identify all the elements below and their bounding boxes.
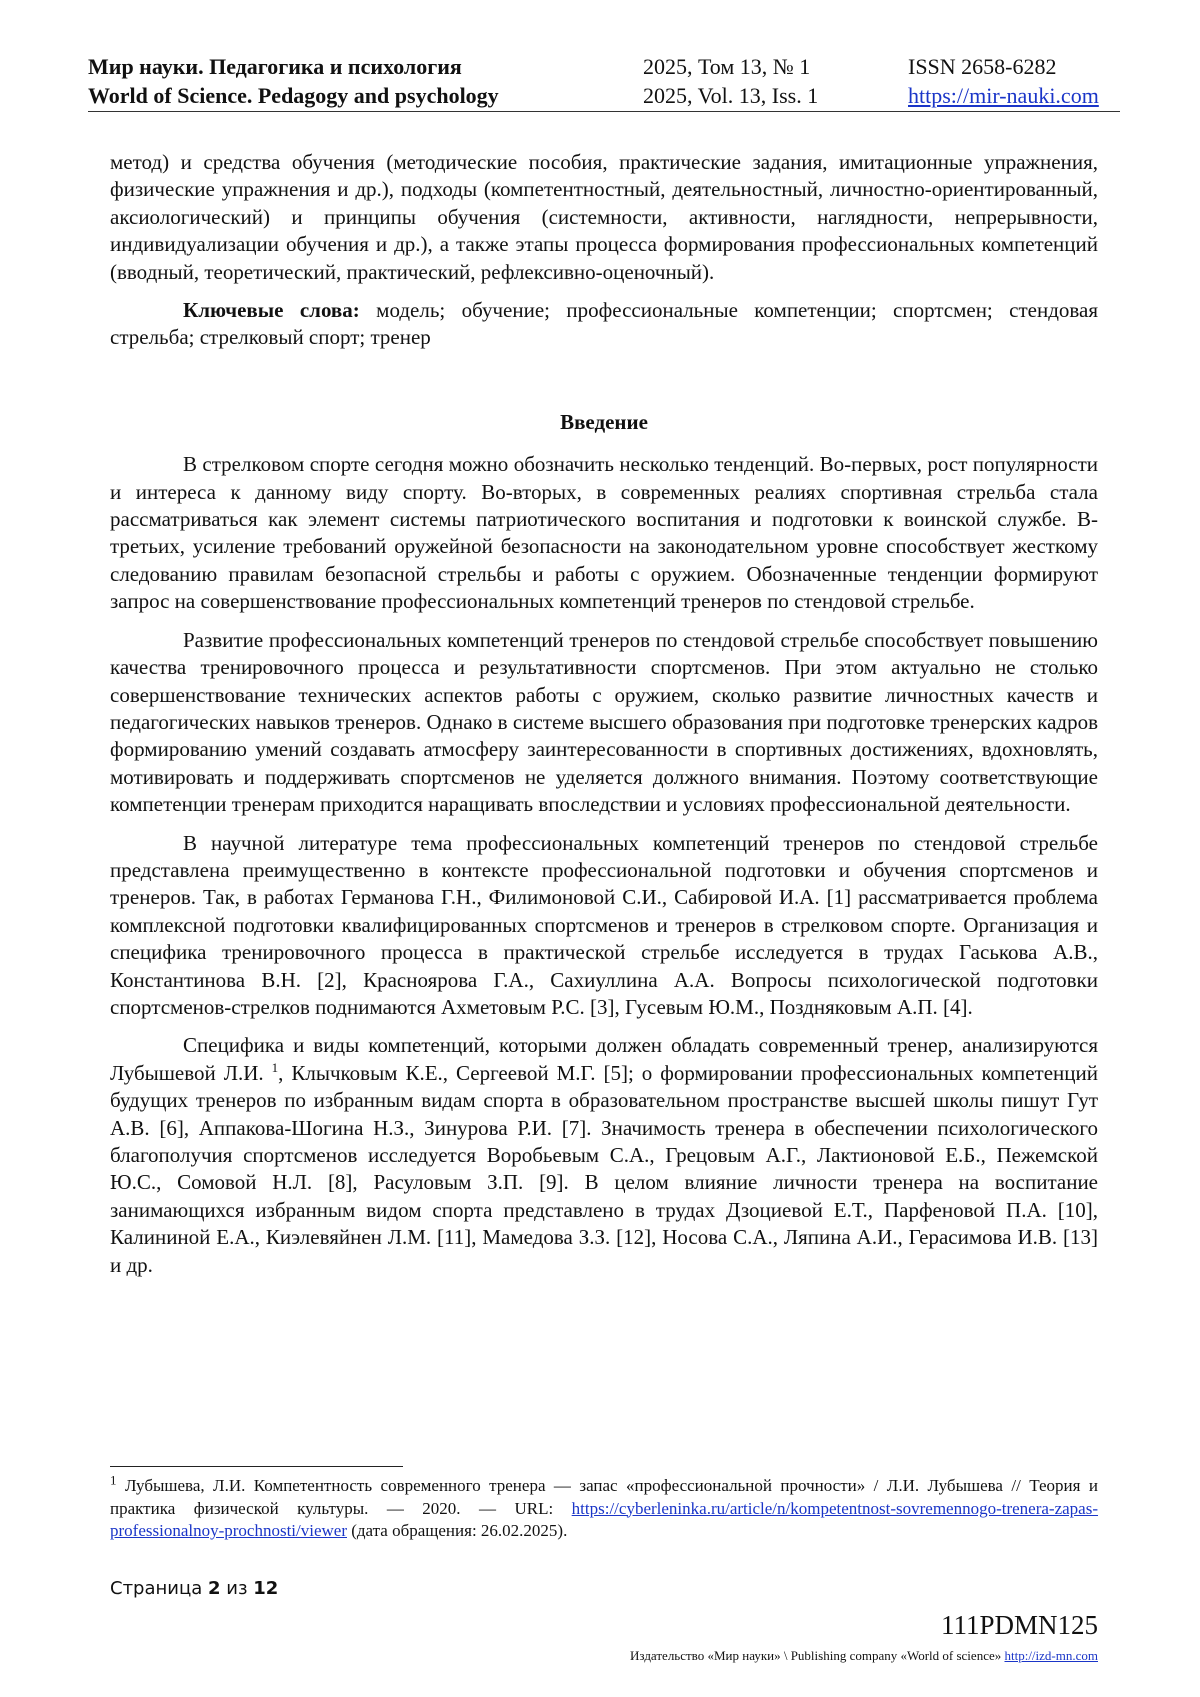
footnote-link[interactable]: https://cyberleninka.ru/article/n/kompetentnost-sovremennogo-trenera-zapas-professionalnoy-prochnosti/viewer [110, 1498, 1099, 1540]
paragraph-text: , Клычковым К.Е., Сергеевой М.Г. [5]; о формировании профессиональных компетенций будущих тренеров по избранным видам спорта в образовательном пространстве высшей школы пишут Гут А.В. [6], Аппакова-Шогина Н.З., Зинурова Р.И. [7]. Значимость тренера в обеспечении психологического благополучия спортсменов исследуется Воробьевым С.А., Грецовым А.Г., Лактионовой Е.Б., Пежемской Ю.С., Сомовой Н.Л. [8], Расуловым З.П. [9]. В целом влияние личности тренера на воспитание занимающихся избранным видом спорта представлено в трудах Дзоциевой Е.Т., Парфеновой П.А. [10], Калининой Е.А., Киэлевяйнен Л.М. [11], Мамедова З.З. [12], Носова С.А., Ляпина А.И., Герасимова И.В. [13] и др. [110, 1060, 1098, 1277]
header-divider [88, 111, 1120, 112]
paragraph-text: Специфика и виды компетенций, которыми должен обладать современный тренер, анализируются Лубышевой Л.И. [110, 1033, 1098, 1085]
issn: ISSN 2658-6282 [908, 54, 1057, 79]
keywords [110, 297, 1098, 352]
article-body [110, 149, 1098, 1279]
volume-en: 2025, Vol. 13, Iss. 1 [643, 83, 819, 108]
keywords-text: модель; обучение; профессиональные компетенции; спортсмен; стендовая стрельба; стрелковый спорт; тренер [110, 298, 1098, 350]
footnote-text: Лубышева, Л.И. Компетентность современного тренера — запас «профессиональной прочности» / Л.И. Лубышева // Теория и практика физической культуры. — 2020. — URL: [110, 1476, 1098, 1518]
paragraph: Развитие профессиональных компетенций тренеров по стендовой стрельбе способствует повышению качества тренировочного процесса и результативности спортсменов. При этом актуально не столько совершенствование технических аспектов работы с оружием, сколько развитие личностных качеств и педагогических навыков тренеров. Однако в системе высшего образования при подготовке тренерских кадров формированию умений создавать атмосферу заинтересованности в спортивных достижениях, вдохновлять, мотивировать и поддерживать спортсменов не уделяется должного внимания. Поэтому соответствующие компетенции тренерам приходится наращивать впоследствии и условиях профессиональной деятельности. [110, 627, 1098, 817]
abstract-tail: метод) и средства обучения (методические пособия, практические задания, имитационные упражнения, физические упражнения и др.), подходы (компетентностный, деятельностный, личностно-ориентированный, аксиологический) и принципы обучения (системности, активности, наглядности, непрерывности, индивидуализации обучения и др.), а также этапы процесса формирования профессиональных компетенций (вводный, теоретический, практический, рефлексивно-оценочный). [110, 150, 1098, 284]
page-counter [110, 1578, 278, 1599]
footnote [110, 1472, 1099, 1543]
volume-ru: 2025, Том 13, № 1 [643, 54, 811, 79]
journal-title-en: World of Science. Pedagogy and psychology [88, 83, 499, 108]
paragraph [110, 1032, 1098, 1279]
publisher-line [630, 1648, 1098, 1664]
journal-title-ru: Мир науки. Педагогика и психология [88, 54, 462, 79]
journal-website-link[interactable]: https://mir-nauki.com [908, 83, 1099, 108]
page-current: 2 [208, 1578, 221, 1599]
keywords-label: Ключевые слова: [183, 298, 360, 323]
publisher-link[interactable]: http://izd-mn.com [1004, 1648, 1098, 1663]
journal-header [88, 52, 1120, 110]
footnote-divider [110, 1466, 403, 1467]
page-label: Страница [110, 1578, 203, 1599]
paragraph: В научной литературе тема профессиональных компетенций тренеров по стендовой стрельбе представлена преимущественно в контексте профессиональной подготовки и обучения спортсменов и тренеров. Так, в работах Германова Г.Н., Филимоновой С.И., Сабировой И.А. [1] рассматривается проблема комплексной подготовки квалифицированных спортсменов и тренеров в стрелковом спорте. Организация и специфика тренировочного процесса в практической стрельбе исследуется в трудах Гаськова А.В., Константинова В.Н. [2], Красноярова Г.А., Сахиуллина А.А. Вопросы психологической подготовки спортсменов-стрелков поднимаются Ахметовым Р.С. [3], Гусевым Ю.М., Поздняковым А.П. [4]. [110, 830, 1098, 1019]
page-of: из [226, 1578, 248, 1599]
footnote-ref[interactable]: 1 [271, 1059, 279, 1075]
footnote-mark: 1 [110, 1472, 117, 1488]
page-total: 12 [253, 1578, 279, 1599]
footnote-access-date: (дата обращения: 26.02.2025). [351, 1521, 568, 1540]
article-code: 111PDMN125 [940, 1610, 1098, 1640]
paragraph: В стрелковом спорте сегодня можно обозначить несколько тенденций. Во-первых, рост популярности и интереса к данному виду спорту. Во-вторых, в современных реалиях спортивная стрельба стала рассматриваться как элемент системы патриотического воспитания и подготовки к воинской службе. В-третьих, усиление требований оружейной безопасности на законодательном уровне способствует жесткому следованию правилам безопасной стрельбы и работы с оружием. Обозначенные тенденции формируют запрос на совершенствование профессиональных компетенций тренеров по стендовой стрельбе. [110, 452, 1098, 614]
section-title: Введение [560, 409, 648, 434]
publisher-text: Издательство «Мир науки» \ Publishing company «World of science» [630, 1648, 1002, 1663]
